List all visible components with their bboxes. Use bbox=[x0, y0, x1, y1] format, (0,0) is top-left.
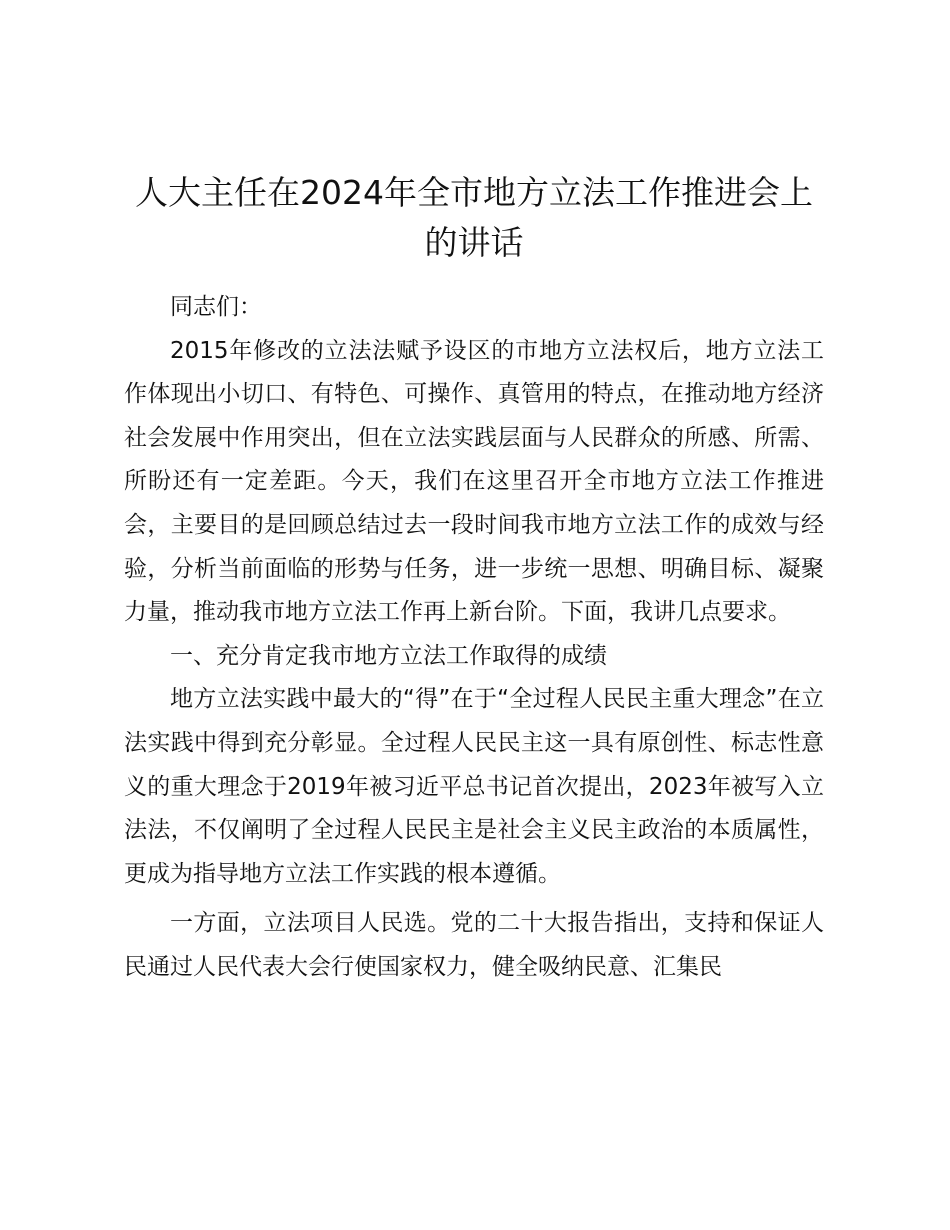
greeting: 同志们： bbox=[170, 294, 262, 320]
paragraph-intro: 2015年修改的立法法赋予设区的市地方立法权后，地方立法工作体现出小切口、有特色、可操作、真管用的特点，在推动地方经济社会发展中作用突出，但在立法实践层面与人民群众的所感、所需、所盼还有一定差距。今天，我们在这里召开全市地方立法工作推进会，主要目的是回顾总结过去一段时间我市地方立法工作的成效与经验，分析当前面临的形势与任务，进一步统一思想、明确目标、凝聚力量，推动我市地方立法工作再上新台阶。下面，我讲几点要求。 bbox=[124, 337, 824, 626]
document-body bbox=[124, 168, 824, 990]
document-title: 人大主任在2024年全市地方立法工作推进会上的讲话 bbox=[135, 173, 813, 262]
paragraph-project-selection: 一方面，立法项目人民选。党的二十大报告指出，支持和保证人民通过人民代表大会行使国家权力，健全吸纳民意、汇集民 bbox=[124, 910, 824, 980]
section-heading: 一、充分肯定我市地方立法工作取得的成绩 bbox=[170, 642, 607, 669]
paragraph-achievements: 地方立法实践中最大的“得”在于“全过程人民民主重大理念”在立法实践中得到充分彰显。全过程人民民主这一具有原创性、标志性意义的重大理念于2019年被习近平总书记首次提出，2023年被写入立法法，不仅阐明了全过程人民民主是社会主义民主政治的本质属性，更成为指导地方立法工作实践的根本遵循。 bbox=[124, 686, 824, 887]
